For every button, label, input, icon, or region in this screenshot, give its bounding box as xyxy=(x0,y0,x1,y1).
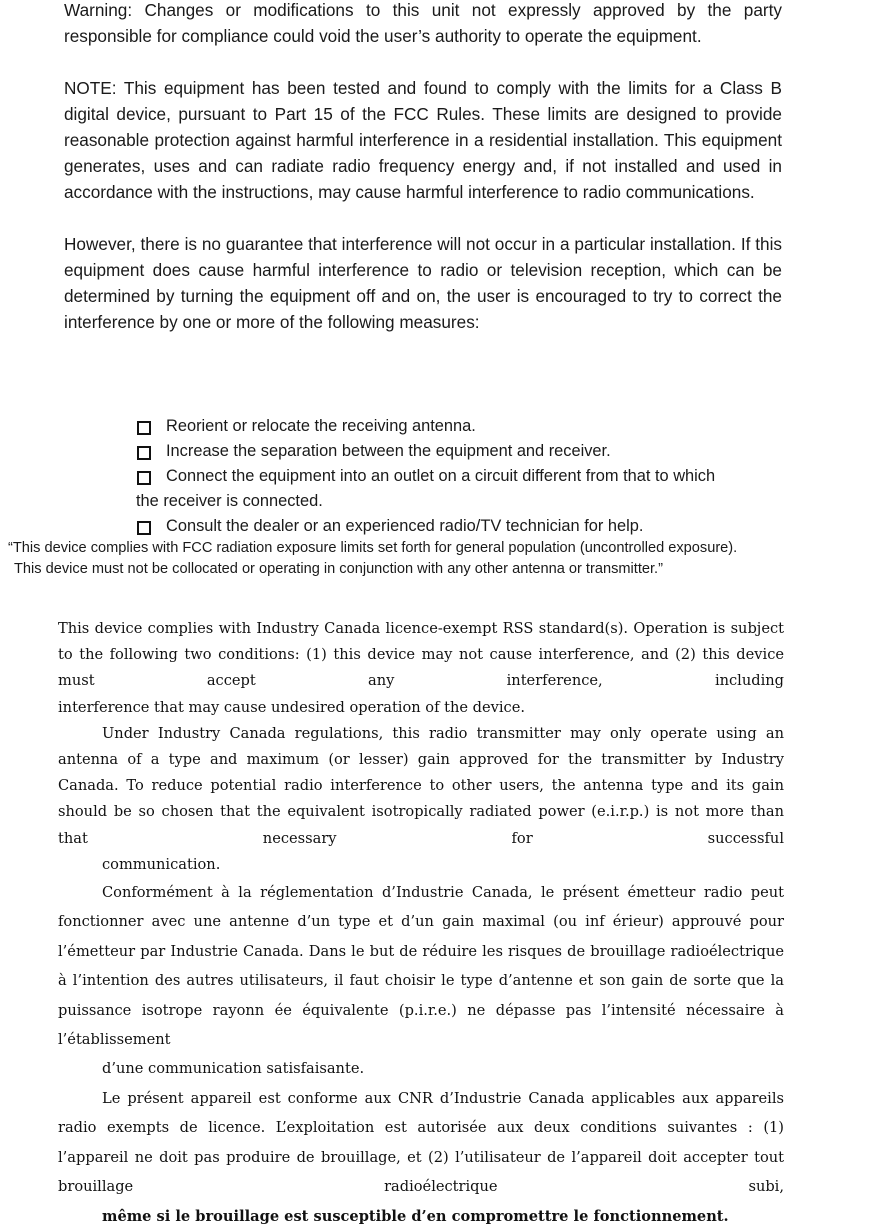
paragraph-last-line: d’une communication satisfaisante. xyxy=(102,1060,365,1078)
paragraph-last-line: même si le brouillage est susceptible d’en compromettre le fonctionnement. xyxy=(102,1207,729,1225)
rf-exposure-statement xyxy=(0,538,891,579)
measure-text: Connect the equipment into an outlet on a circuit different from that to which xyxy=(166,467,716,485)
checkbox-icon xyxy=(137,446,151,460)
measures-list xyxy=(136,414,816,539)
measure-text: Increase the separation between the equipment and receiver. xyxy=(166,442,611,460)
checkbox-icon xyxy=(137,521,151,535)
measure-text: Consult the dealer or an experienced radio/TV technician for help. xyxy=(166,517,644,535)
fcc-statement xyxy=(64,0,782,335)
paragraph-body: This device complies with Industry Canada licence-exempt RSS standard(s). Operation is subject to the following two conditions: (1) this device may not cause interference, and (2) this device must accept any interference, including xyxy=(58,620,784,690)
paragraph-last-line: interference that may cause undesired operation of the device. xyxy=(58,698,525,716)
ic-paragraph-french-1 xyxy=(58,878,784,1084)
measure-text: Reorient or relocate the receiving antenna. xyxy=(166,417,476,435)
paragraph-body: Le présent appareil est conforme aux CNR d’Industrie Canada applicables aux appareils radio exempts de licence. L’exploitation est autorisée aux deux conditions suivantes : (1) l’appareil ne doit pas produire de brouillage, et (2) l’utilisateur de l’appareil doit accepter tout brouillage radioélectrique subi, xyxy=(58,1089,784,1196)
warning-paragraph: Warning: Changes or modifications to this unit not expressly approved by the party responsible for compliance could void the user’s authority to operate the equipment. xyxy=(64,0,782,46)
measure-text-continued: the receiver is connected. xyxy=(136,492,323,510)
paragraph-body: Under Industry Canada regulations, this radio transmitter may only operate using an antenna of a type and maximum (or lesser) gain approved for the transmitter by Industry Canada. To reduce potential radio interference to other users, the antenna type and its gain should be so chosen that the equivalent isotropically radiated power (e.i.r.p.) is not more than that necessary for successful xyxy=(58,724,784,847)
ic-paragraph-french-2 xyxy=(58,1084,784,1231)
checkbox-icon xyxy=(137,471,151,485)
paragraph-last-line: communication. xyxy=(102,855,221,873)
ic-paragraph-english-1 xyxy=(58,616,784,721)
checkbox-icon xyxy=(137,421,151,435)
list-item xyxy=(136,514,816,539)
paragraph-body: Conformément à la réglementation d’Industrie Canada, le présent émetteur radio peut fonctionner avec une antenne d’un type et d’un gain maximal (ou inf érieur) approuvé pour l’émetteur par Industrie Canada. Dans le but de réduire les risques de brouillage radioélectrique à l’intention des autres utilisateurs, il faut choisir le type d’antenne et son gain de sorte que la puissance isotrope rayonn ée équivalente (p.i.r.e.) ne dépasse pas l’intensité nécessaire à l’établissement xyxy=(58,884,784,1049)
list-item xyxy=(136,439,816,464)
however-paragraph: However, there is no guarantee that interference will not occur in a particular installation. If this equipment does cause harmful interference to radio or television reception, which can be determined by turning the equipment off and on, the user is encouraged to try to correct the interference by one or more of the following measures: xyxy=(64,234,782,332)
ic-paragraph-english-2 xyxy=(58,721,784,878)
industry-canada-statement xyxy=(58,616,784,1231)
exposure-line-1: “This device complies with FCC radiation exposure limits set forth for general population (uncontrolled exposure). xyxy=(8,540,738,556)
list-item xyxy=(136,414,816,439)
exposure-line-2: This device must not be collocated or operating in conjunction with any other antenna or transmitter.” xyxy=(14,560,663,577)
note-paragraph: NOTE: This equipment has been tested and found to comply with the limits for a Class B digital device, pursuant to Part 15 of the FCC Rules. These limits are designed to provide reasonable protection against harmful interference in a residential installation. This equipment generates, uses and can radiate radio frequency energy and, if not installed and used in accordance with the instructions, may cause harmful interference to radio communications. xyxy=(64,78,782,202)
list-item xyxy=(136,464,816,514)
